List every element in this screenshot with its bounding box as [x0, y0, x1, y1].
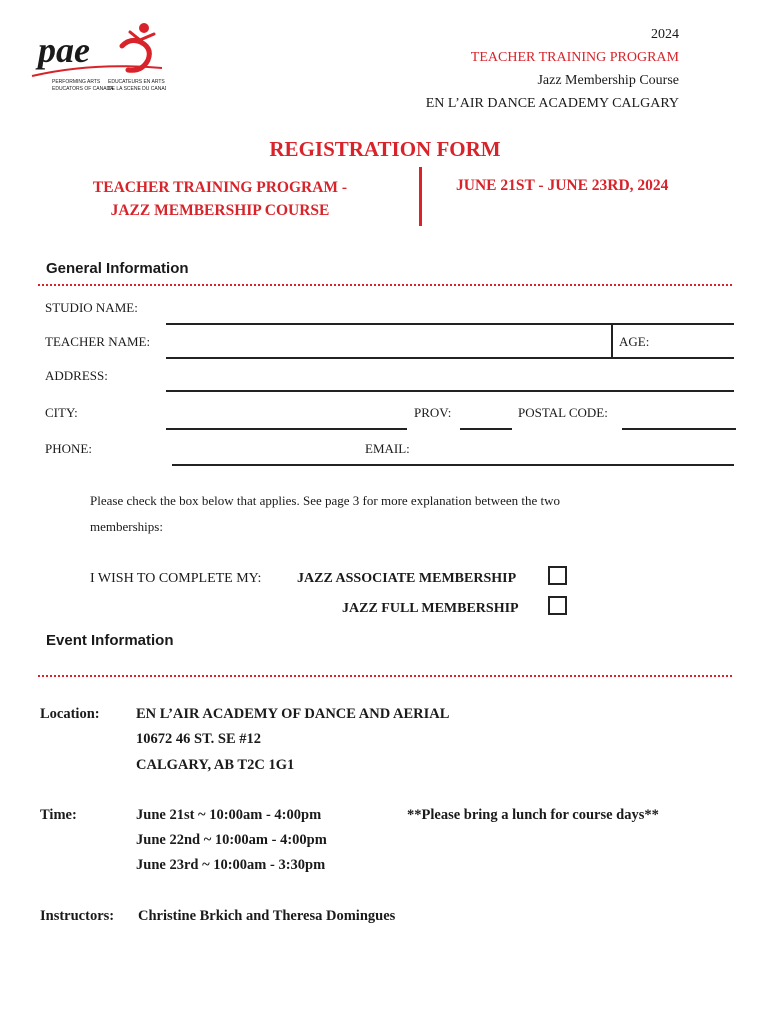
city-field[interactable] — [166, 428, 407, 430]
logo-tagline: DE LA SCENE DU CANADA — [108, 86, 166, 92]
header-program: TEACHER TRAINING PROGRAM — [470, 50, 679, 65]
wish-label: I WISH TO COMPLETE MY: — [90, 571, 262, 586]
postal-code-label: POSTAL CODE: — [518, 405, 608, 420]
time-day1: June 21st ~ 10:00am - 4:00pm — [136, 807, 322, 823]
time-day2: June 22nd ~ 10:00am - 4:00pm — [136, 832, 327, 848]
studio-name-label: STUDIO NAME: — [45, 300, 138, 315]
form-title: REGISTRATION FORM — [269, 137, 501, 161]
full-membership-label: JAZZ FULL MEMBERSHIP — [342, 601, 519, 616]
logo-tagline: PERFORMING ARTS — [52, 79, 101, 85]
membership-note-line1: Please check the box below that applies. See page 3 for more explanation between the two — [90, 493, 561, 508]
email-label: EMAIL: — [365, 441, 410, 456]
logo-tagline: EDUCATEURS EN ARTS — [108, 79, 165, 85]
program-subtitle — [40, 176, 400, 222]
field-separator — [611, 325, 613, 358]
city-label: CITY: — [45, 405, 78, 420]
location-line1: EN L’AIR ACADEMY OF DANCE AND AERIAL — [136, 706, 450, 722]
postal-code-field[interactable] — [622, 428, 736, 430]
title-divider — [419, 167, 422, 226]
prov-label: PROV: — [414, 405, 452, 420]
teacher-name-underline — [166, 357, 734, 359]
location-line2: 10672 46 ST. SE #12 — [136, 731, 262, 747]
phone-email-field[interactable] — [172, 464, 734, 466]
teacher-name-label: TEACHER NAME: — [45, 334, 151, 349]
general-info-heading: General Information — [46, 260, 189, 277]
header-course: Jazz Membership Course — [537, 73, 679, 88]
location-line3: CALGARY, AB T2C 1G1 — [136, 757, 295, 773]
section-divider — [38, 675, 732, 677]
membership-note-line2: memberships: — [90, 519, 163, 534]
address-label: ADDRESS: — [45, 368, 108, 383]
full-membership-checkbox[interactable] — [548, 596, 567, 615]
header-academy: EN L’AIR DANCE ACADEMY CALGARY — [425, 96, 679, 111]
time-day3: June 23rd ~ 10:00am - 3:30pm — [136, 857, 326, 873]
teacher-name-field[interactable] — [166, 325, 611, 356]
subtitle-line2: JAZZ MEMBERSHIP COURSE — [110, 202, 330, 219]
event-info-heading: Event Information — [46, 632, 174, 649]
time-label: Time: — [40, 807, 77, 823]
logo-graphic — [30, 18, 166, 94]
logo-tagline: EDUCATORS OF CANADA — [52, 86, 114, 92]
associate-membership-checkbox[interactable] — [548, 566, 567, 585]
subtitle-line1: TEACHER TRAINING PROGRAM - — [92, 179, 348, 196]
program-dates: JUNE 21ST - JUNE 23RD, 2024 — [456, 177, 669, 194]
age-label: AGE: — [619, 334, 650, 349]
prov-field[interactable] — [460, 428, 512, 430]
lunch-note: **Please bring a lunch for course days** — [407, 807, 659, 823]
logo-text: pae — [38, 30, 90, 70]
paec-logo — [30, 18, 166, 94]
location-label: Location: — [40, 706, 100, 722]
instructors-names: Christine Brkich and Theresa Domingues — [138, 908, 396, 924]
address-field[interactable] — [166, 390, 734, 392]
associate-membership-label: JAZZ ASSOCIATE MEMBERSHIP — [297, 571, 517, 586]
header-year: 2024 — [651, 27, 679, 42]
section-divider — [38, 284, 732, 286]
instructors-label: Instructors: — [40, 908, 115, 924]
membership-note — [90, 488, 690, 540]
phone-label: PHONE: — [45, 441, 92, 456]
